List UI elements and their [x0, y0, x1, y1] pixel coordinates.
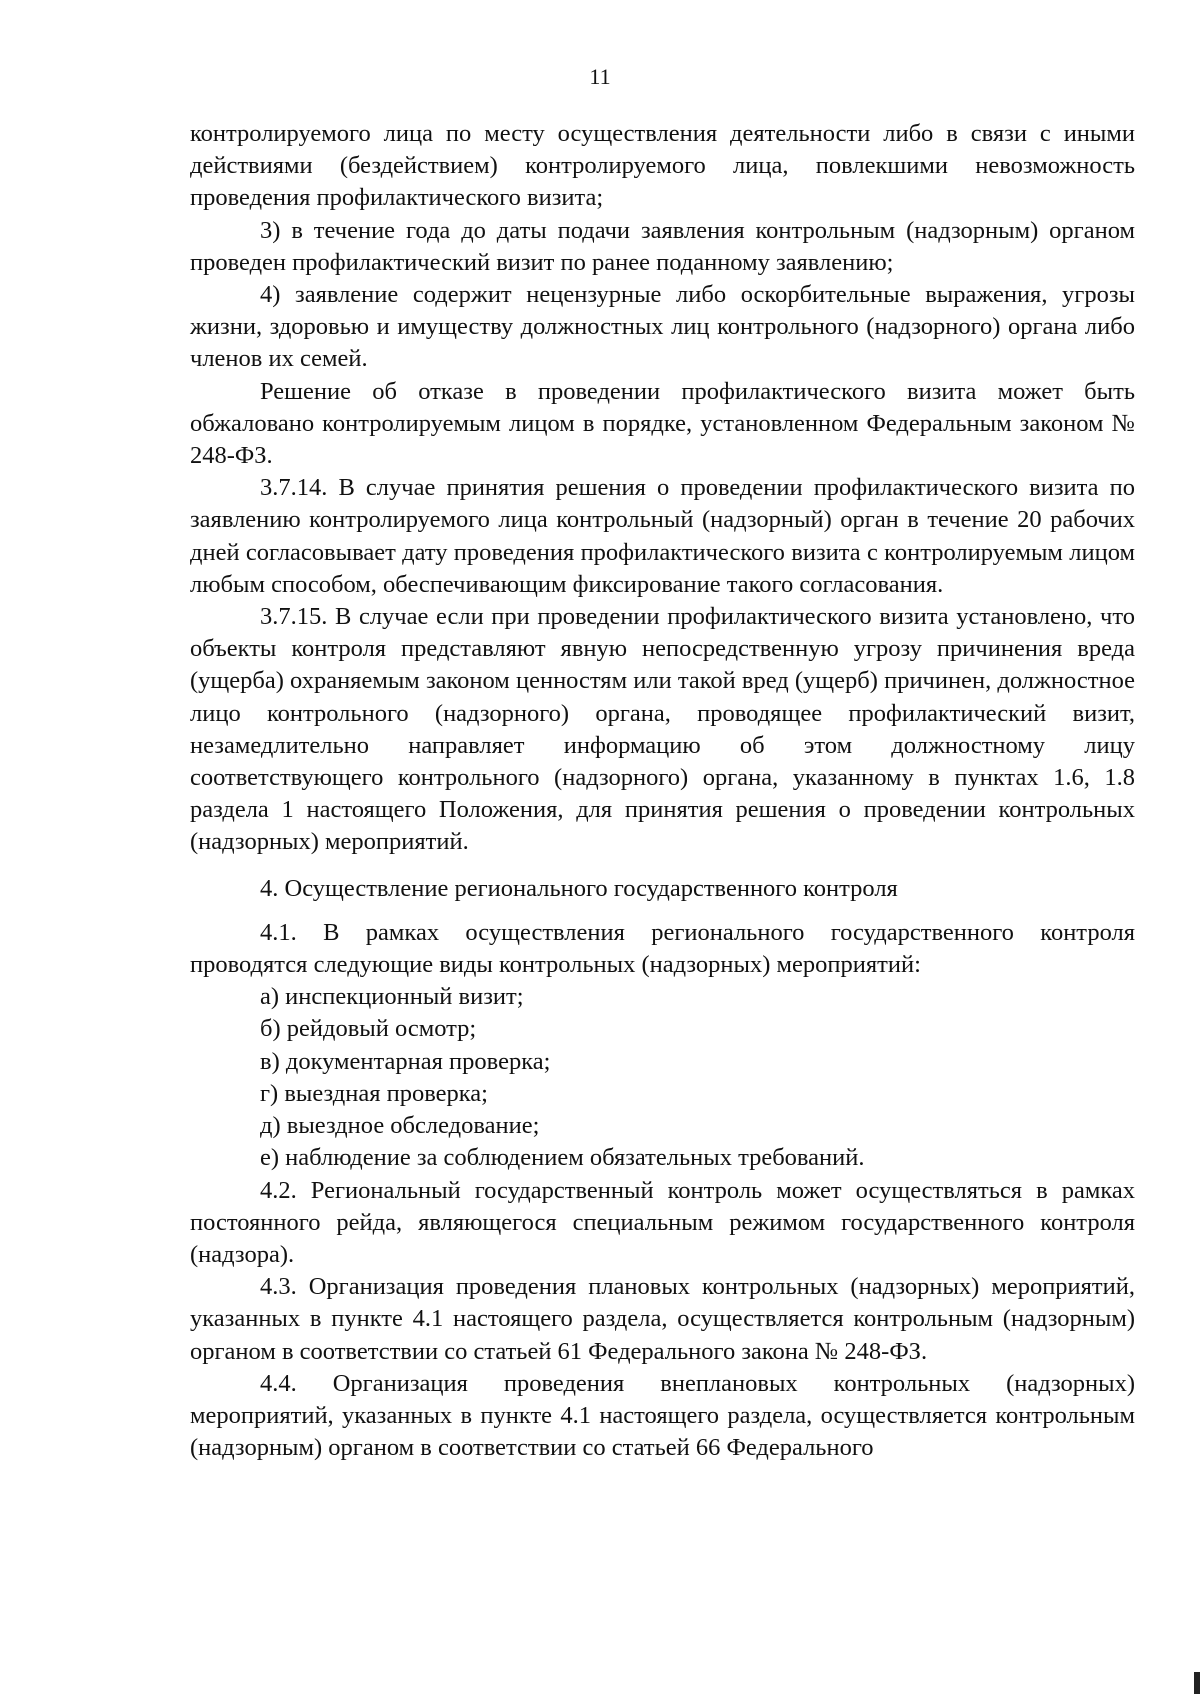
- list-item: в) документарная проверка;: [260, 1047, 551, 1075]
- list-item: а) инспекционный визит;: [260, 983, 524, 1011]
- paragraph-item-4: 4) заявление содержит нецензурные либо оскорбительные выражения, угрозы жизни, здоровью и имуществу должностных лиц контрольного (надзорного) органа либо членов их семей.: [190, 281, 1135, 373]
- paragraph-4-4: 4.4. Организация проведения внеплановых контрольных (надзорных) мероприятий, указанных в пункте 4.1 настоящего раздела, осуществляется контрольным (надзорным) органом в соответствии со статьей 66 Федерального: [190, 1369, 1135, 1462]
- list-item: е) наблюдение за соблюдением обязательных требований.: [260, 1144, 865, 1172]
- scan-edge-mark: [1194, 1672, 1200, 1694]
- paragraph-4-1: 4.1. В рамках осуществления регионального государственного контроля проводятся следующие виды контрольных (надзорных) мероприятий:: [190, 918, 1135, 979]
- paragraph-3-7-14: 3.7.14. В случае принятия решения о проведении профилактического визита по заявлению контролируемого лица контрольный (надзорный) орган в течение 20 рабочих дней согласовывает дату проведения профилактического визита с контролируемым лицом любым способом, обеспечивающим фиксирование такого согласования.: [190, 474, 1135, 598]
- list-item: б) рейдовый осмотр;: [260, 1015, 477, 1043]
- section-heading: 4. Осуществление регионального государственного контроля: [260, 874, 898, 902]
- document-body: [190, 118, 1135, 1464]
- paragraph-4-2: 4.2. Региональный государственный контроль может осуществляться в рамках постоянного рейда, являющегося специальным режимом государственного контроля (надзора).: [190, 1176, 1135, 1268]
- paragraph-continuation: контролируемого лица по месту осуществления деятельности либо в связи с иными действиями (бездействием) контролируемого лица, повлекшими невозможность проведения профилактического визита;: [190, 120, 1135, 212]
- list-item: д) выездное обследование;: [260, 1112, 540, 1140]
- paragraph-3-7-15: 3.7.15. В случае если при проведении профилактического визита установлено, что объекты контроля представляют явную непосредственную угрозу причинения вреда (ущерба) охраняемым законом ценностям или такой вред (ущерб) причинен, должностное лицо контрольного (надзорного) органа, проводящее профилактический визит, незамедлительно направляет информацию об этом должностному лицу соответствующего контрольного (надзорного) органа, указанному в пунктах 1.6, 1.8 раздела 1 настоящего Положения, для принятия решения о проведении контрольных (надзорных) мероприятий.: [190, 603, 1135, 856]
- paragraph-refusal-appeal: Решение об отказе в проведении профилактического визита может быть обжаловано контролируемым лицом в порядке, установленном Федеральным законом № 248-ФЗ.: [190, 377, 1135, 470]
- page-number: 11: [589, 64, 611, 89]
- paragraph-4-3: 4.3. Организация проведения плановых контрольных (надзорных) мероприятий, указанных в пункте 4.1 настоящего раздела, осуществляется контрольным (надзорным) органом в соответствии со статьей 61 Федерального закона № 248-ФЗ.: [190, 1273, 1135, 1365]
- paragraph-item-3: 3) в течение года до даты подачи заявления контрольным (надзорным) органом проведен профилактический визит по ранее поданному заявлению;: [190, 216, 1135, 276]
- list-item: г) выездная проверка;: [260, 1079, 488, 1107]
